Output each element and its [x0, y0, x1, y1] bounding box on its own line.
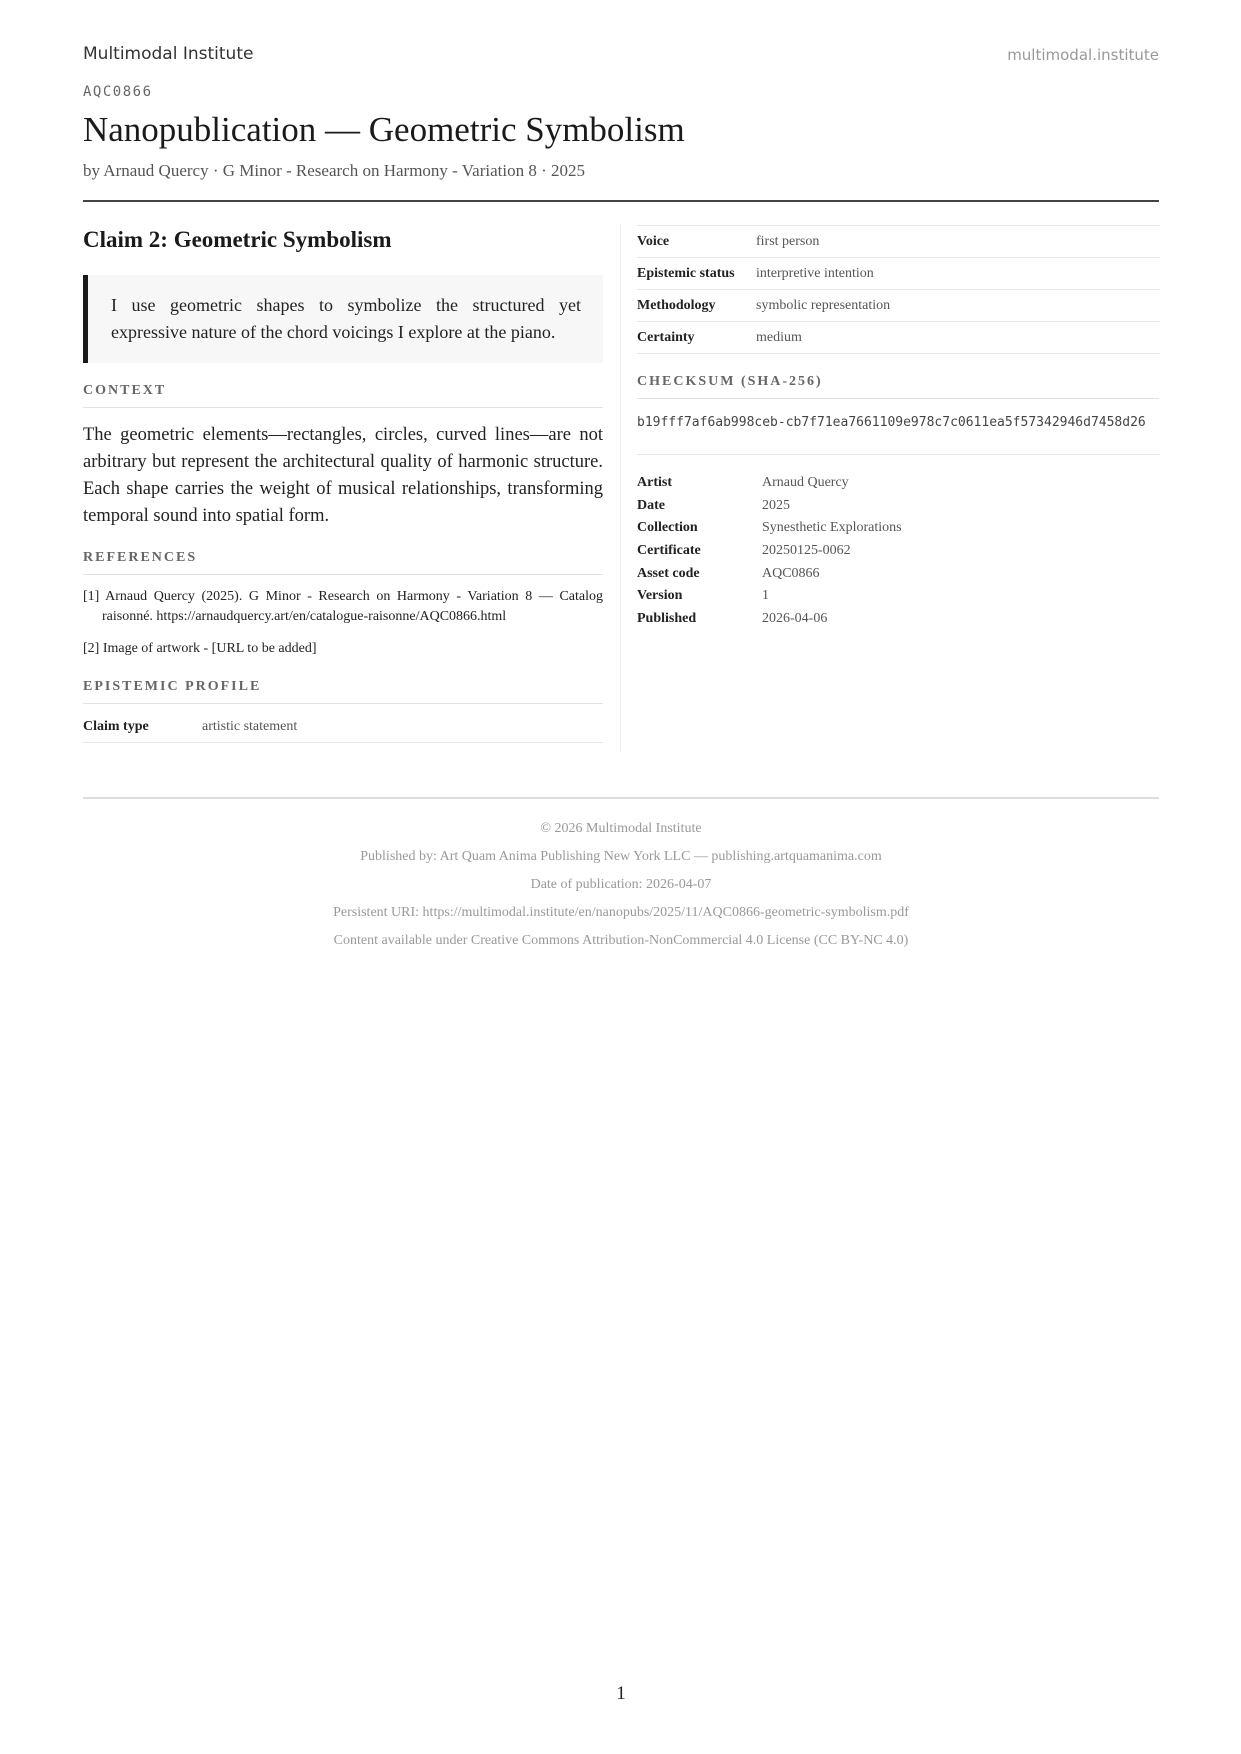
footer-copyright: © 2026 Multimodal Institute	[540, 821, 702, 836]
footer-license: Content available under Creative Commons Attribution-NonCommercial 4.0 License (CC BY-NC 4.0)	[333, 933, 909, 948]
artwork-row-artist	[637, 472, 1159, 495]
asset-code: AQC0866	[83, 84, 153, 100]
row-key: Collection	[637, 520, 698, 536]
checksum-value: b19fff7af6ab998ceb-cb7f71ea7661109e978c7c0611ea5f57342946d7458d26	[637, 413, 1159, 455]
organization-name: Multimodal Institute	[83, 44, 254, 64]
main-column	[83, 224, 603, 743]
row-key: Claim type	[83, 719, 149, 734]
footer	[83, 815, 1159, 955]
row-value: artistic statement	[202, 719, 298, 734]
row-value: 2025	[762, 497, 790, 513]
artwork-table	[637, 472, 1159, 631]
artwork-row-certificate	[637, 540, 1159, 563]
row-value: Arnaud Quercy	[762, 475, 849, 490]
artwork-row-asset-code	[637, 563, 1159, 586]
row-key: Methodology	[637, 298, 716, 313]
row-value: interpretive intention	[756, 266, 874, 281]
reference-item: [2] Image of artwork - [URL to be added]	[83, 641, 317, 656]
row-key: Date	[637, 497, 665, 513]
epistemic-row-claim-type	[83, 712, 603, 743]
row-value: 1	[762, 588, 769, 604]
epistemic-profile-label: EPISTEMIC PROFILE	[83, 679, 603, 704]
claim-quote: I use geometric shapes to symbolize the structured yet expressive nature of the chord voicings I explore at the piano.	[83, 275, 603, 363]
row-key: Artist	[637, 475, 672, 490]
row-key: Voice	[637, 234, 670, 249]
row-key: Published	[637, 611, 697, 627]
meta-row-methodology	[637, 290, 1159, 322]
sidebar-column	[637, 225, 1159, 631]
row-value: Synesthetic Explorations	[762, 520, 902, 536]
page-number: 1	[616, 1683, 626, 1704]
artwork-row-version	[637, 585, 1159, 608]
metadata-table	[637, 225, 1159, 354]
row-value: medium	[756, 330, 802, 345]
row-key: Epistemic status	[637, 266, 735, 281]
artwork-row-published	[637, 608, 1159, 631]
row-value: 2026-04-06	[762, 611, 828, 627]
byline: by Arnaud Quercy · G Minor - Research on Harmony - Variation 8 · 2025	[83, 161, 586, 180]
header-divider	[83, 200, 1159, 202]
context-label: CONTEXT	[83, 383, 603, 408]
checksum-label: CHECKSUM (SHA-256)	[637, 374, 1159, 399]
reference-item[interactable]: [1] Arnaud Quercy (2025). G Minor - Research on Harmony - Variation 8 — Catalog raisonné. https://arnaudquercy.art/en/catalogue-raisonne/AQC0866.html	[83, 589, 603, 624]
footer-publication-date: Date of publication: 2026-04-07	[530, 877, 712, 892]
row-key: Asset code	[637, 565, 700, 581]
row-key: Certainty	[637, 330, 695, 345]
references-label: REFERENCES	[83, 550, 603, 575]
column-divider	[620, 224, 621, 752]
meta-row-certainty	[637, 322, 1159, 354]
row-value: AQC0866	[762, 565, 820, 581]
footer-publisher[interactable]: Published by: Art Quam Anima Publishing New York LLC — publishing.artquamanima.com	[360, 849, 882, 864]
row-value: first person	[756, 234, 820, 249]
meta-row-epistemic-status	[637, 258, 1159, 290]
row-value: symbolic representation	[756, 298, 891, 313]
row-key: Version	[637, 588, 683, 604]
row-key: Certificate	[637, 543, 701, 559]
footer-persistent-uri[interactable]: Persistent URI: https://multimodal.institute/en/nanopubs/2025/11/AQC0866-geometric-symbolism.pdf	[333, 905, 909, 920]
claim-heading: Claim 2: Geometric Symbolism	[83, 227, 392, 252]
artwork-row-date	[637, 495, 1159, 518]
artwork-row-collection	[637, 517, 1159, 540]
page-title: Nanopublication — Geometric Symbolism	[83, 110, 685, 149]
meta-row-voice	[637, 226, 1159, 258]
site-link[interactable]: multimodal.institute	[1007, 46, 1159, 64]
footer-divider	[83, 797, 1159, 799]
context-text: The geometric elements—rectangles, circles, curved lines—are not arbitrary but represent the architectural quality of harmonic structure. Each shape carries the weight of musical relationships, transforming temporal sound into spatial form.	[83, 425, 603, 526]
row-value: 20250125-0062	[762, 543, 851, 559]
